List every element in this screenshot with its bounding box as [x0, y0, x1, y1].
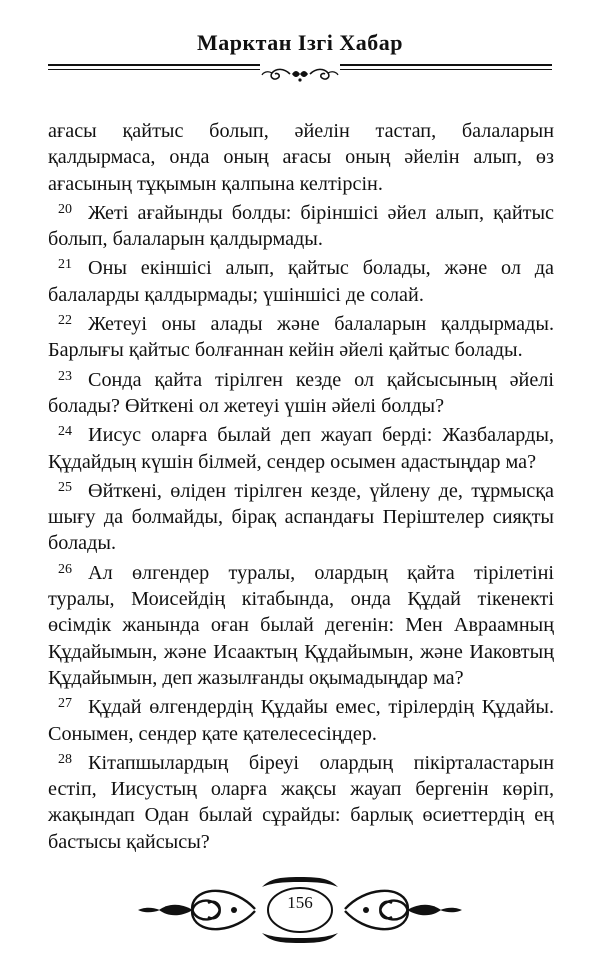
verse-28 [48, 747, 554, 855]
verse-number: 22 [58, 313, 72, 329]
verse-text: Жетеуі оны алады және балаларын қалдырмады. Барлығы қайтыс болғаннан кейін әйелі қайтыс болады. [48, 313, 554, 362]
verse-number: 20 [58, 201, 72, 217]
verse-number: 28 [58, 751, 72, 767]
verse-number: 25 [58, 479, 72, 495]
verse-text: Иисус оларға былай деп жауап берді: Жазбаларды, Құдайдың күшін білмей, сендер осымен адастыңдар ма? [48, 424, 554, 473]
verse-27 [48, 691, 554, 747]
passage-intro: ағасы қайтыс болып, әйелін тастап, балаларын қалдырмаса, онда оның ағасы оның әйелін алып, өз ағасының тұқымын қалпына келтірсін. [48, 120, 554, 195]
verse-number: 23 [58, 368, 72, 384]
page-number: 156 [287, 893, 313, 912]
verse-text: Құдай өлгендердің Құдайы емес, тірілердің Құдайы. Сонымен, сендер қате қателесесіңдер. [48, 696, 554, 745]
verse-text: Кітапшылардың біреуі олардың пікірталастарын естіп, Иисустың оларға жақсы жауап бергенін көріп, жақындап Одан былай сұрайды: барлық өсиеттердің ең бастысы қайсысы? [48, 751, 554, 853]
verse-text: Өйткені, өліден тірілген кезде, үйлену де, тұрмысқа шығу да болмайды, бірақ аспандағы Періштелер сияқты болады. [48, 479, 554, 555]
verse-21 [48, 252, 554, 308]
running-title: Марктан Ізгі Хабар [196, 30, 404, 55]
verse-24 [48, 419, 554, 475]
verse-number: 27 [58, 696, 72, 712]
verse-number: 26 [58, 561, 72, 577]
verse-text: Жеті ағайынды болды: біріншісі әйел алып, қайтыс болып, балаларын қалдырмады. [48, 201, 554, 251]
verse-text: Сонда қайта тірілген кезде ол қайсысының әйелі болады? Өйткені ол жетеуі үшін әйелі болды? [48, 368, 554, 417]
verse-number: 21 [58, 257, 72, 273]
verse-23 [48, 364, 554, 420]
verse-number: 24 [58, 424, 72, 440]
verse-22 [48, 308, 554, 364]
header-flourish-icon [260, 64, 340, 86]
verse-26 [48, 557, 554, 691]
verse-text: Оны екіншісі алып, қайтыс болады, және ол да балаларды қалдырмады; үшіншісі де солай. [48, 257, 554, 306]
scripture-body [48, 118, 554, 855]
verse-text: Ал өлгендер туралы, олардың қайта тірілетіні туралы, Моисейдің кітабында, онда Құдай тікенекті өсімдік жанында оған былай дегенін: Мен Авраамның Құдайымын, және Исаактың Құдайымын, және Иаковтың Құдайымын, деп жазылғанды оқымадыңдар ма? [48, 561, 554, 689]
verse-20 [48, 197, 554, 253]
verse-25 [48, 475, 554, 557]
